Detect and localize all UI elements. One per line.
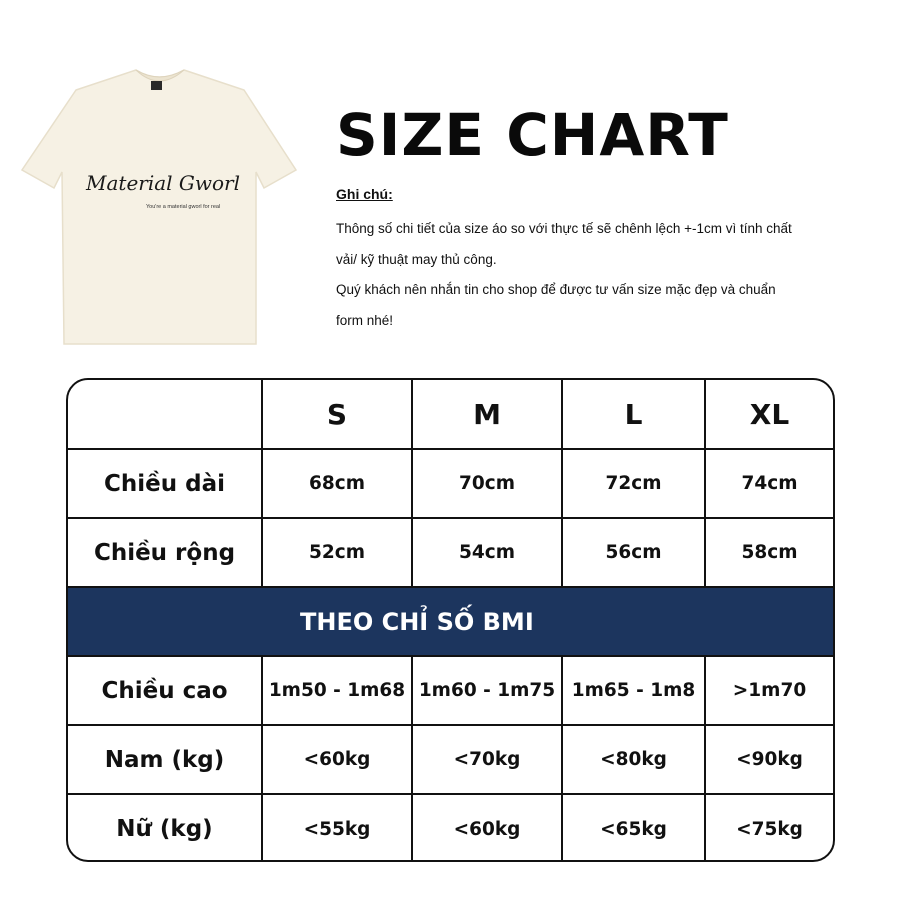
notes-line: form nhé! xyxy=(336,312,394,328)
size-header: XL xyxy=(705,380,833,449)
table-cell: <60kg xyxy=(412,794,562,862)
table-row xyxy=(68,725,833,794)
table-cell: <70kg xyxy=(412,725,562,794)
row-label: Chiều rộng xyxy=(68,518,262,587)
table-header-row xyxy=(68,380,833,449)
notes-section xyxy=(336,186,876,336)
size-header: S xyxy=(262,380,412,449)
table-row xyxy=(68,449,833,518)
tshirt-neck-label xyxy=(151,81,162,90)
tshirt-product-image xyxy=(18,62,300,350)
notes-line: Quý khách nên nhắn tin cho shop để được tư vấn size mặc đẹp và chuẩn xyxy=(336,282,776,297)
bmi-heading: THEO CHỈ SỐ BMI xyxy=(68,587,833,656)
row-label: Nữ (kg) xyxy=(68,794,262,862)
table-row xyxy=(68,518,833,587)
size-header: L xyxy=(562,380,705,449)
table-cell: 52cm xyxy=(262,518,412,587)
table-cell: >1m70 xyxy=(705,656,833,725)
size-header: M xyxy=(412,380,562,449)
size-table xyxy=(66,378,835,862)
tshirt-tagline: You're a material gworl for real xyxy=(146,204,221,210)
table-cell: 56cm xyxy=(562,518,705,587)
table-cell: 72cm xyxy=(562,449,705,518)
row-label: Nam (kg) xyxy=(68,725,262,794)
table-cell: <75kg xyxy=(705,794,833,862)
notes-line: Thông số chi tiết của size áo so với thực tế sẽ chênh lệch +-1cm vì tính chất xyxy=(336,221,792,236)
table-row xyxy=(68,656,833,725)
bmi-heading-row xyxy=(68,587,833,656)
page-title: SIZE CHART xyxy=(336,101,729,169)
table-cell: 1m65 - 1m8 xyxy=(562,656,705,725)
table-cell: <60kg xyxy=(262,725,412,794)
table-cell: <65kg xyxy=(562,794,705,862)
table-cell: 68cm xyxy=(262,449,412,518)
table-cell: 54cm xyxy=(412,518,562,587)
table-cell: 1m50 - 1m68 xyxy=(262,656,412,725)
table-cell: <90kg xyxy=(705,725,833,794)
table-cell: 58cm xyxy=(705,518,833,587)
table-cell: 70cm xyxy=(412,449,562,518)
table-cell: 1m60 - 1m75 xyxy=(412,656,562,725)
tshirt-brand-script: Material Gworl xyxy=(86,171,241,195)
table-cell: 74cm xyxy=(705,449,833,518)
notes-line: vải/ kỹ thuật may thủ công. xyxy=(336,251,497,267)
corner-cell xyxy=(68,380,262,449)
table-cell: <80kg xyxy=(562,725,705,794)
notes-heading: Ghi chú: xyxy=(336,186,393,202)
row-label: Chiều dài xyxy=(68,449,262,518)
row-label: Chiều cao xyxy=(68,656,262,725)
tshirt-illustration xyxy=(18,62,300,350)
table-row xyxy=(68,794,833,862)
table-cell: <55kg xyxy=(262,794,412,862)
